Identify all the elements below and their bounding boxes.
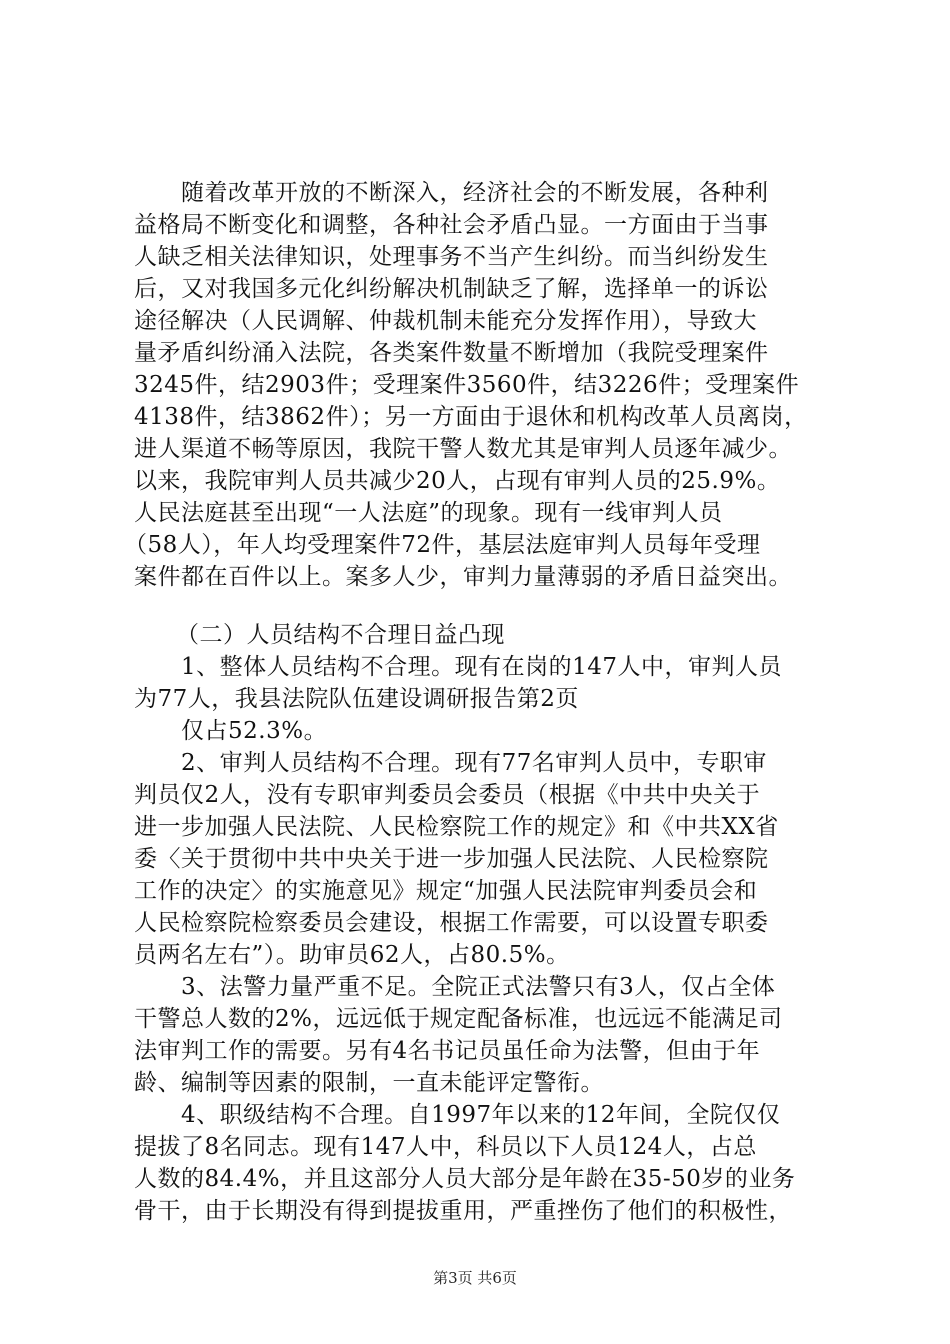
paragraph-line: 4、职级结构不合理。自1997年以来的12年间，全院仅仅 (181, 1102, 781, 1128)
paragraph-line: 员两名左右”）。助审员62人，占80.5%。 (134, 942, 570, 968)
paragraph-line: 后，又对我国多元化纠纷解决机制缺乏了解，选择单一的诉讼 (134, 276, 769, 302)
paragraph-line: 人民法庭甚至出现“一人法庭”的现象。现有一线审判人员 (134, 500, 723, 526)
paragraph-line: 骨干，由于长期没有得到提拔重用，严重挫伤了他们的积极性， (134, 1198, 792, 1224)
paragraph-line: 人数的84.4%，并且这部分人员大部分是年龄在35-50岁的业务 (134, 1166, 796, 1192)
paragraph-line: 随着改革开放的不断深入，经济社会的不断发展，各种利 (181, 180, 769, 206)
paragraph-line: （58人），年人均受理案件72件，基层法庭审判人员每年受理 (124, 532, 761, 558)
paragraph-line: 3、法警力量严重不足。全院正式法警只有3人，仅占全体 (181, 974, 776, 1000)
paragraph-line: 判员仅2人，没有专职审判委员会委员（根据《中共中央关于 (134, 782, 761, 808)
paragraph-line: 2、审判人员结构不合理。现有77名审判人员中，专职审 (181, 750, 767, 776)
paragraph-line: 委〈关于贯彻中共中央关于进一步加强人民法院、人民检察院 (134, 846, 769, 872)
paragraph-line: 3245件，结2903件；受理案件3560件，结3226件；受理案件 (134, 372, 800, 398)
paragraph-line: 量矛盾纠纷涌入法院，各类案件数量不断增加（我院受理案件 (134, 340, 769, 366)
paragraph-line: 进一步加强人民法院、人民检察院工作的规定》和《中共XX省 (134, 814, 779, 840)
paragraph-line: 干警总人数的2%，远远低于规定配备标准，也远远不能满足司 (134, 1006, 783, 1032)
paragraph-line: 人民检察院检察委员会建设，根据工作需要，可以设置专职委 (134, 910, 769, 936)
paragraph-line: 途径解决（人民调解、仲裁机制未能充分发挥作用），导致大 (134, 308, 757, 334)
paragraph-line: 4138件，结3862件）；另一方面由于退休和机构改革人员离岗， (134, 404, 808, 430)
paragraph-line: 案件都在百件以上。案多人少，审判力量薄弱的矛盾日益突出。 (134, 564, 792, 590)
paragraph-line: 为77人，我县法院队伍建设调研报告第2页 (134, 686, 579, 712)
paragraph-line: 益格局不断变化和调整，各种社会矛盾凸显。一方面由于当事 (134, 212, 769, 238)
paragraph-line: 仅占52.3%。 (181, 718, 328, 744)
section-heading: （二）人员结构不合理日益凸现 (176, 622, 505, 648)
paragraph-line: 进人渠道不畅等原因，我院干警人数尤其是审判人员逐年减少。 (134, 436, 792, 462)
paragraph-line: 龄、编制等因素的限制，一直未能评定警衔。 (134, 1070, 604, 1096)
page-number-footer: 第3页 共6页 (433, 1269, 517, 1287)
paragraph-line: 法审判工作的需要。另有4名书记员虽任命为法警，但由于年 (134, 1038, 761, 1064)
paragraph-line: 1、整体人员结构不合理。现有在岗的147人中，审判人员 (181, 654, 783, 680)
paragraph-line: 提拔了8名同志。现有147人中，科员以下人员124人，占总 (134, 1134, 757, 1160)
paragraph-line: 人缺乏相关法律知识，处理事务不当产生纠纷。而当纠纷发生 (134, 244, 769, 270)
paragraph-line: 以来，我院审判人员共减少20人，占现有审判人员的25.9%。 (134, 468, 781, 494)
paragraph-line: 工作的决定〉的实施意见》规定“加强人民法院审判委员会和 (134, 878, 758, 904)
